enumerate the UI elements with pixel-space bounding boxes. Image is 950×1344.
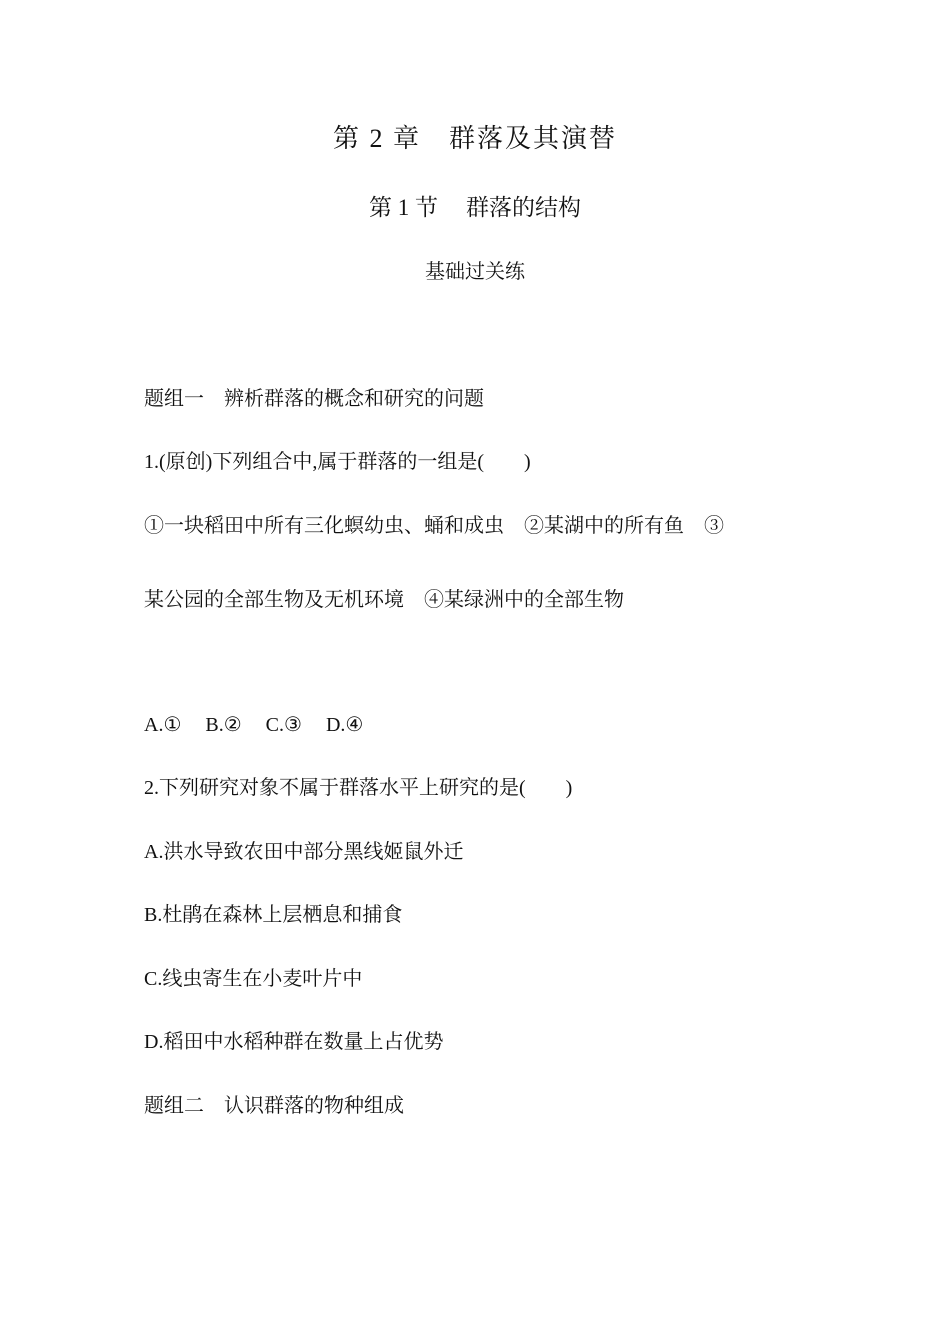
practice-label: 基础过关练 (425, 261, 525, 283)
q1-option-c: C.③ (265, 714, 302, 736)
section-heading (0, 196, 950, 219)
group2-heading (144, 1096, 404, 1116)
group2-title: 认识群落的物种组成 (224, 1095, 404, 1117)
q2-option-a: A.洪水导致农田中部分黑线姬鼠外迁 (144, 841, 464, 863)
q1-items-line2: 某公园的全部生物及无机环境 ④某绿洲中的全部生物 (144, 589, 624, 611)
q1-stem: 1.(原创)下列组合中,属于群落的一组是( ) (144, 451, 531, 473)
q1-option-a: A.① (144, 714, 182, 736)
section-number: 第 1 节 (369, 195, 438, 220)
chapter-number: 第 2 章 (332, 124, 421, 153)
section-title: 群落的结构 (466, 195, 581, 220)
q1-items-line1: ①一块稻田中所有三化螟幼虫、蛹和成虫 ②某湖中的所有鱼 ③ (144, 515, 724, 537)
q2-stem: 2.下列研究对象不属于群落水平上研究的是( ) (144, 777, 573, 799)
q1-option-b: B.② (205, 714, 242, 736)
group2-label: 题组二 (144, 1095, 204, 1117)
group1-heading (144, 389, 484, 409)
chapter-heading (0, 126, 950, 152)
q1-option-d: D.④ (325, 714, 364, 736)
group1-title: 辨析群落的概念和研究的问题 (224, 388, 484, 410)
group1-label: 题组一 (144, 388, 204, 410)
q2-option-d: D.稻田中水稻种群在数量上占优势 (144, 1031, 444, 1053)
q1-options (144, 715, 363, 735)
q2-option-c: C.线虫寄生在小麦叶片中 (144, 968, 363, 990)
chapter-title: 群落及其演替 (449, 124, 618, 153)
q2-option-b: B.杜鹃在森林上层栖息和捕食 (144, 904, 403, 926)
